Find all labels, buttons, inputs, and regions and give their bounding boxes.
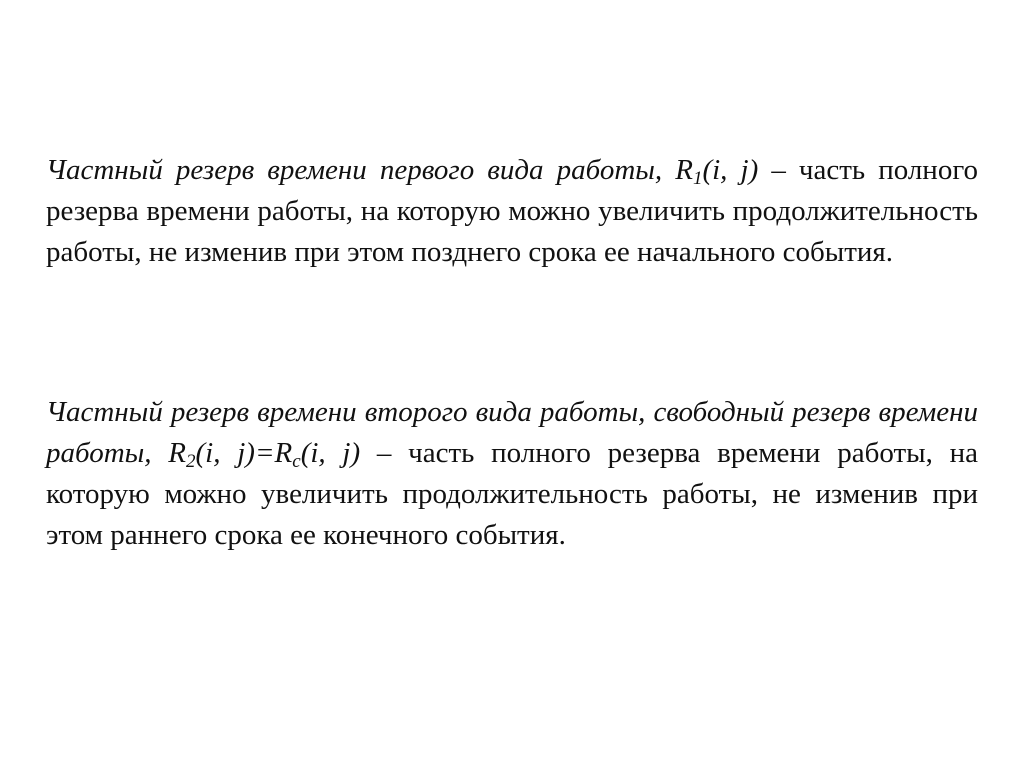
symbol-r2: $R_2(i$, $j)=R_c(i$, j) [168,437,361,472]
definition-text-second-kind: – часть полного резерва времени работы, на которую можно увеличить продолжительность работы, не изменив при этом раннего срока ее конечного события. [46,437,978,551]
definition-text-first-kind: – часть полного резерва времени работы, на которую можно увеличить продолжительность работы, не изменив при этом позднего срока ее начального события. [46,154,978,268]
term-first-kind: Частный резерв времени первого вида работы, [46,154,663,186]
definition-paragraph-first-kind [46,150,978,273]
symbol-r1: $R_1(i$, j) [675,154,759,189]
term-second-kind: Частный резерв времени второго вида работы, свободный резерв времени работы, [46,396,978,469]
definition-paragraph-second-kind [46,392,978,556]
